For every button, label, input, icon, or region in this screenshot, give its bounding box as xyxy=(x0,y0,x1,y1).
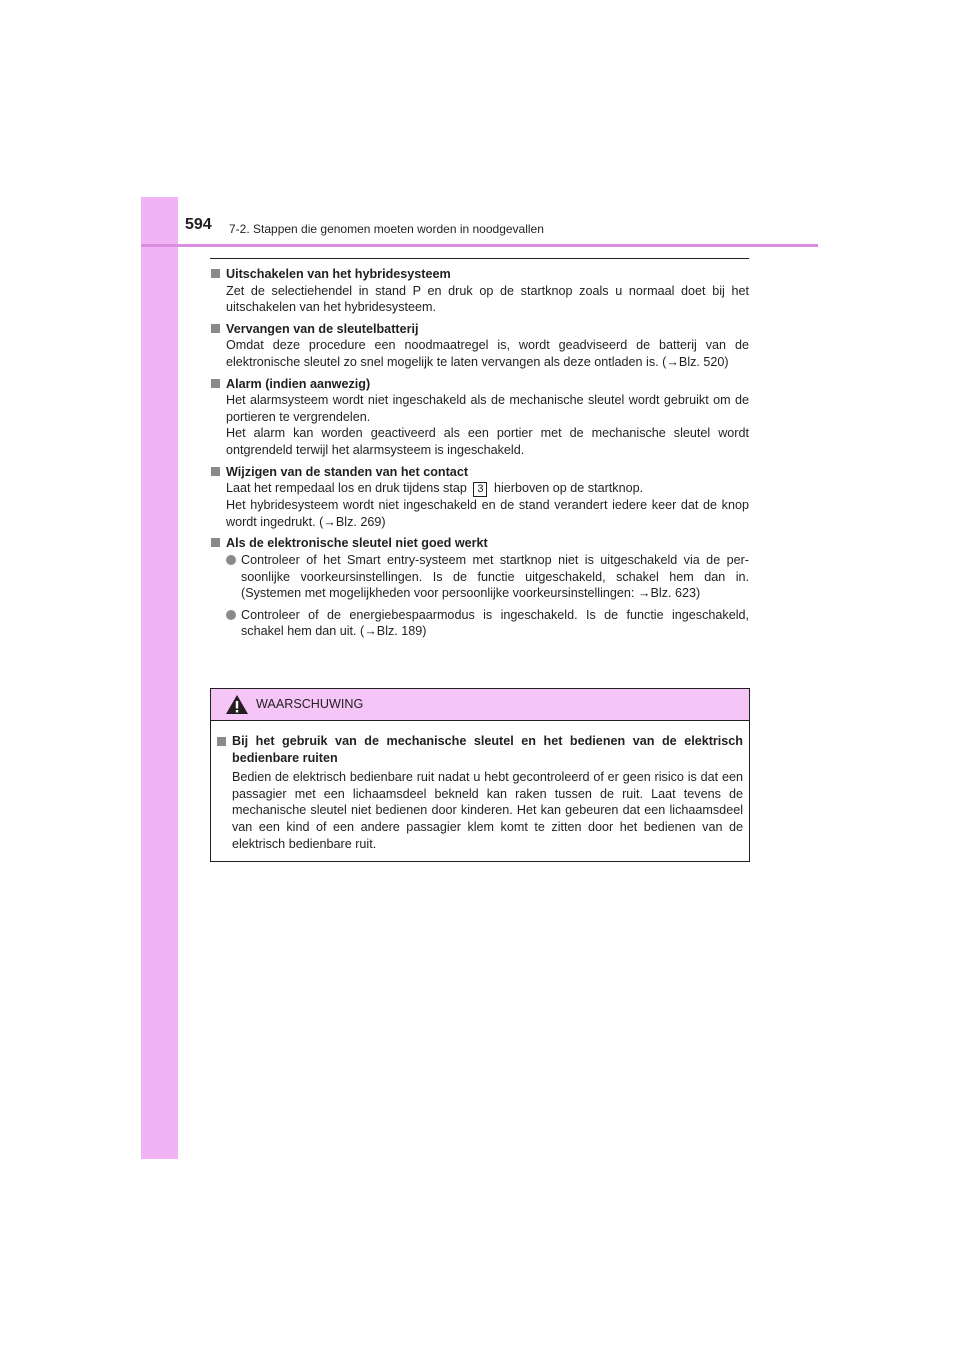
chapter-side-band xyxy=(141,197,178,1159)
warning-box xyxy=(210,688,750,862)
square-bullet-icon xyxy=(211,324,220,333)
warning-header xyxy=(211,689,749,721)
bullet-list xyxy=(211,552,749,640)
section-title: Vervangen van de sleutelbatterij xyxy=(226,321,419,336)
list-item: Controleer of de energiebespaarmodus is ingeschakeld. Is de functie ingeschakeld, schakel hem dan uit. (→Blz. 189) xyxy=(226,607,749,640)
section-body: Laat het rempedaal los en druk tijdens stap 3 hierboven op de startknop. xyxy=(226,481,644,496)
square-bullet-icon xyxy=(211,467,220,476)
section-shutdown-hybrid xyxy=(211,266,749,316)
warning-body: Bedien de elektrisch bedienbare ruit nadat u hebt gecontroleerd of er geen risico is dat een passagier met een lichaamsdeel bekneld kan raken tussen de ruit. Laat tevens de mechanische sleutel niet bedienen door kinderen. Het kan gebeuren dat een lichaamsdeel van een kind of een andere passagier klem komt te zitten door het bedienen van de elektrisch bedienbare ruit. xyxy=(232,770,743,851)
square-bullet-icon xyxy=(211,538,220,547)
page-number: 594 xyxy=(185,216,212,233)
page-content xyxy=(211,266,749,645)
square-bullet-icon xyxy=(211,269,220,278)
section-body: Het alarm kan worden geactiveerd als een portier met de mechanische sleutel wordt ontgrendeld terwijl het alarmsysteem is ingeschakeld. xyxy=(226,426,749,457)
step-number-box: 3 xyxy=(473,482,487,497)
warning-label: WAARSCHUWING xyxy=(256,697,364,711)
section-title: Alarm (indien aanwezig) xyxy=(226,376,371,391)
section-title: Wijzigen van de standen van het contact xyxy=(226,464,469,479)
square-bullet-icon xyxy=(217,737,226,746)
section-body: Zet de selectiehendel in stand P en druk op de startknop zoals u normaal doet bij het uitschakelen van het hybridesysteem. xyxy=(226,283,749,315)
round-bullet-icon xyxy=(226,555,236,565)
warning-title: Bij het gebruik van de mechanische sleutel en het bedienen van de elektrisch bedienbare ruiten xyxy=(232,734,743,765)
section-title: Als de elektronische sleutel niet goed werkt xyxy=(226,536,488,551)
section-ignition-modes xyxy=(211,464,749,531)
square-bullet-icon xyxy=(211,379,220,388)
list-item: Controleer of het Smart entry-systeem met startknop niet is uitgeschakeld via de per- soonlijke voorkeursinstellingen. Is de functie uitgeschakeld, schakel hem dan in. (Systemen met mogelijkheden voor persoonlijke voorkeursinstellingen: →Blz. 623) xyxy=(226,552,749,602)
section-key-battery xyxy=(211,321,749,371)
content-top-divider xyxy=(210,258,749,259)
section-title: Uitschakelen van het hybridesysteem xyxy=(226,267,451,281)
round-bullet-icon xyxy=(226,610,236,620)
chapter-header-title: 7-2. Stappen die genomen moeten worden in noodgevallen xyxy=(229,222,544,236)
section-body: Het hybridesysteem wordt niet ingeschakeld en de stand verandert iedere keer dat de knop wordt ingedrukt. (→Blz. 269) xyxy=(226,498,749,529)
section-body: Het alarmsysteem wordt niet ingeschakeld als de mechanische sleutel wordt gebruikt om de portieren te vergrendelen. xyxy=(226,393,749,424)
warning-triangle-icon xyxy=(225,694,249,715)
header-divider xyxy=(141,244,818,247)
section-body: Omdat deze procedure een noodmaatregel is, wordt geadviseerd de batterij van de elektronische sleutel zo snel mogelijk te laten vervangen als deze ontladen is. (→Blz. 520) xyxy=(226,338,749,369)
section-key-malfunction xyxy=(211,535,749,640)
section-alarm xyxy=(211,376,749,459)
